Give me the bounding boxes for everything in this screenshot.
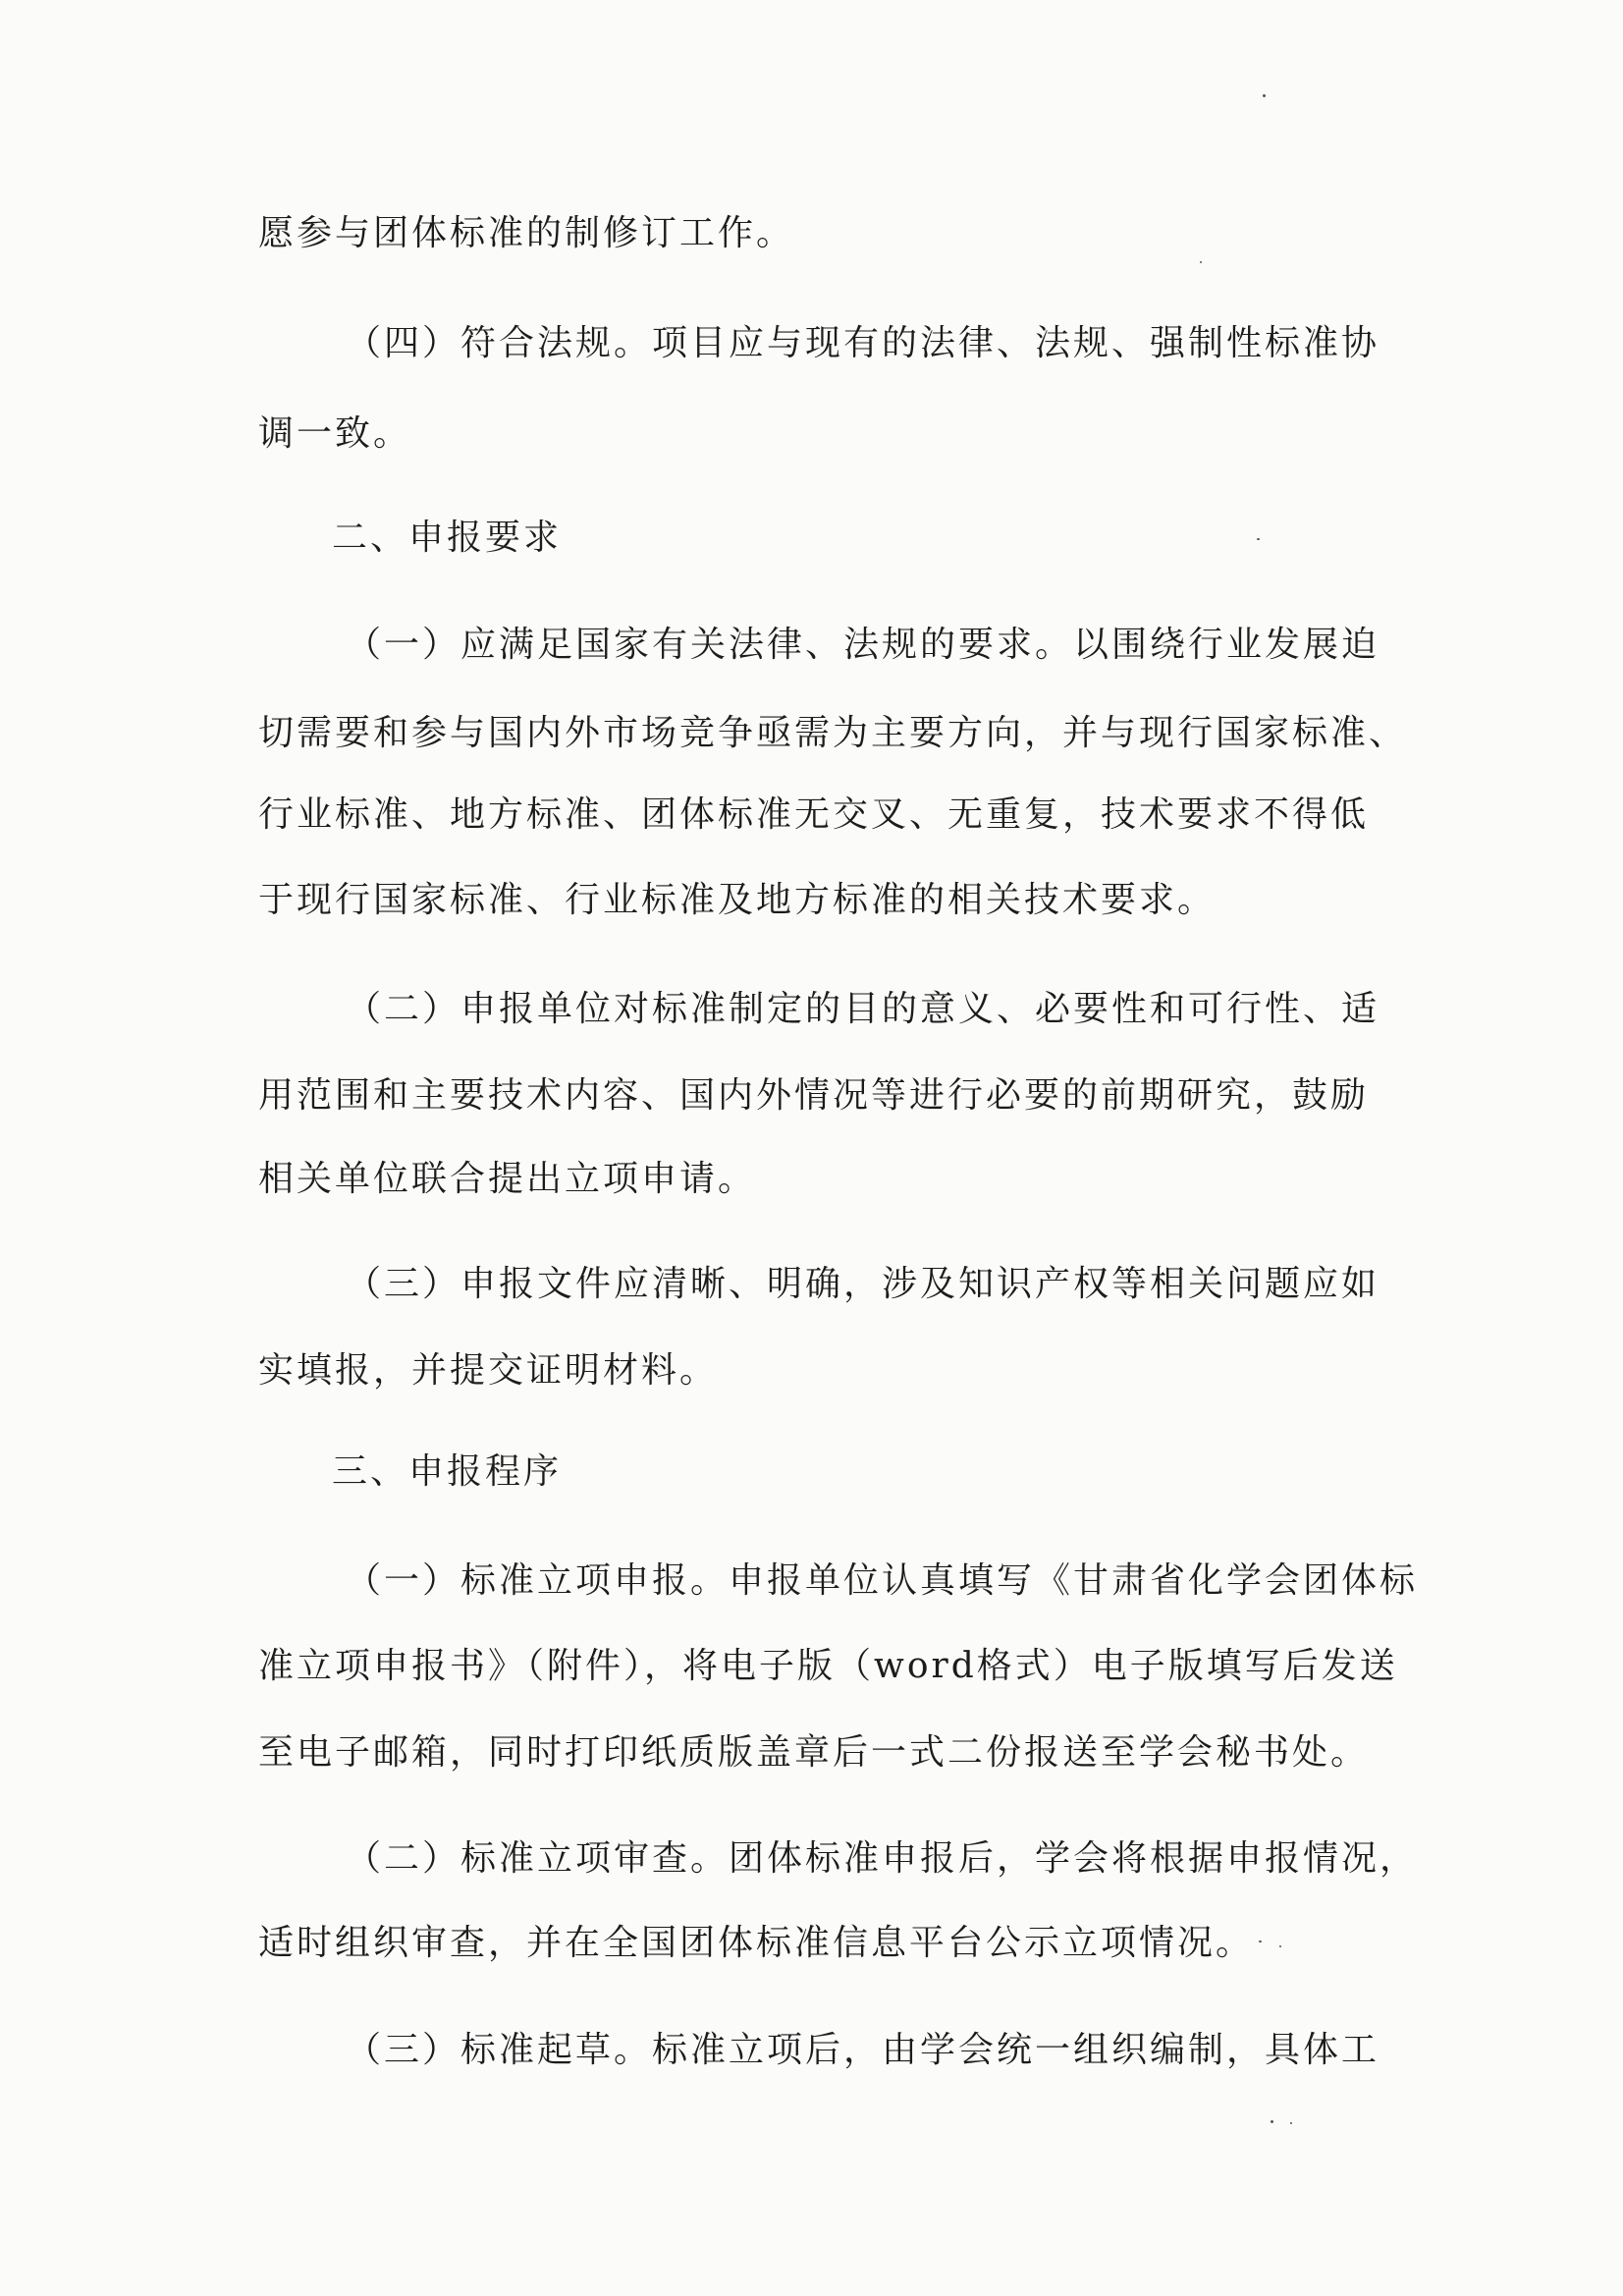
text-line: 行业标准、地方标准、团体标准无交叉、无重复，技术要求不得低 <box>258 794 1370 835</box>
text-line: 愿参与团体标准的制修订工作。 <box>258 213 795 253</box>
text-line: 相关单位联合提出立项申请。 <box>258 1159 757 1199</box>
section-heading: 二、申报要求 <box>332 518 563 558</box>
text-line: 于现行国家标准、行业标准及地方标准的相关技术要求。 <box>258 880 1217 920</box>
scan-speck <box>1200 261 1202 263</box>
text-line: （三）标准起草。标准立项后，由学会统一组织编制，具体工 <box>346 2030 1380 2070</box>
text-line: 调一致。 <box>258 413 412 454</box>
text-line: （二）标准立项审查。团体标准申报后，学会将根据申报情况， <box>346 1838 1419 1879</box>
text-line: （二）申报单位对标准制定的目的意义、必要性和可行性、适 <box>346 989 1380 1029</box>
text-line: 适时组织审查，并在全国团体标准信息平台公示立项情况。 <box>258 1923 1255 1963</box>
scan-speck <box>1257 538 1260 540</box>
scan-speck <box>1259 1941 1262 1942</box>
text-line: （一）标准立项申报。申报单位认真填写《甘肃省化学会团体标 <box>346 1560 1419 1601</box>
text-line: （一）应满足国家有关法律、法规的要求。以围绕行业发展迫 <box>346 625 1380 665</box>
section-heading: 三、申报程序 <box>332 1451 563 1492</box>
text-line: （四）符合法规。项目应与现有的法律、法规、强制性标准协 <box>346 323 1380 363</box>
text-line: 切需要和参与国内外市场竞争亟需为主要方向，并与现行国家标准、 <box>258 713 1408 753</box>
scan-speck <box>1271 2120 1273 2123</box>
scan-speck <box>1279 1945 1281 1947</box>
scan-speck <box>1263 94 1266 97</box>
text-line: 用范围和主要技术内容、国内外情况等进行必要的前期研究，鼓励 <box>258 1075 1370 1116</box>
text-line: 准立项申报书》（附件），将电子版（word格式）电子版填写后发送 <box>258 1646 1398 1686</box>
text-line: 实填报，并提交证明材料。 <box>258 1350 719 1391</box>
scan-speck <box>1290 2122 1292 2124</box>
text-line: 至电子邮箱，同时打印纸质版盖章后一式二份报送至学会秘书处。 <box>258 1732 1370 1773</box>
text-line: （三）申报文件应清晰、明确，涉及知识产权等相关问题应如 <box>346 1264 1380 1304</box>
